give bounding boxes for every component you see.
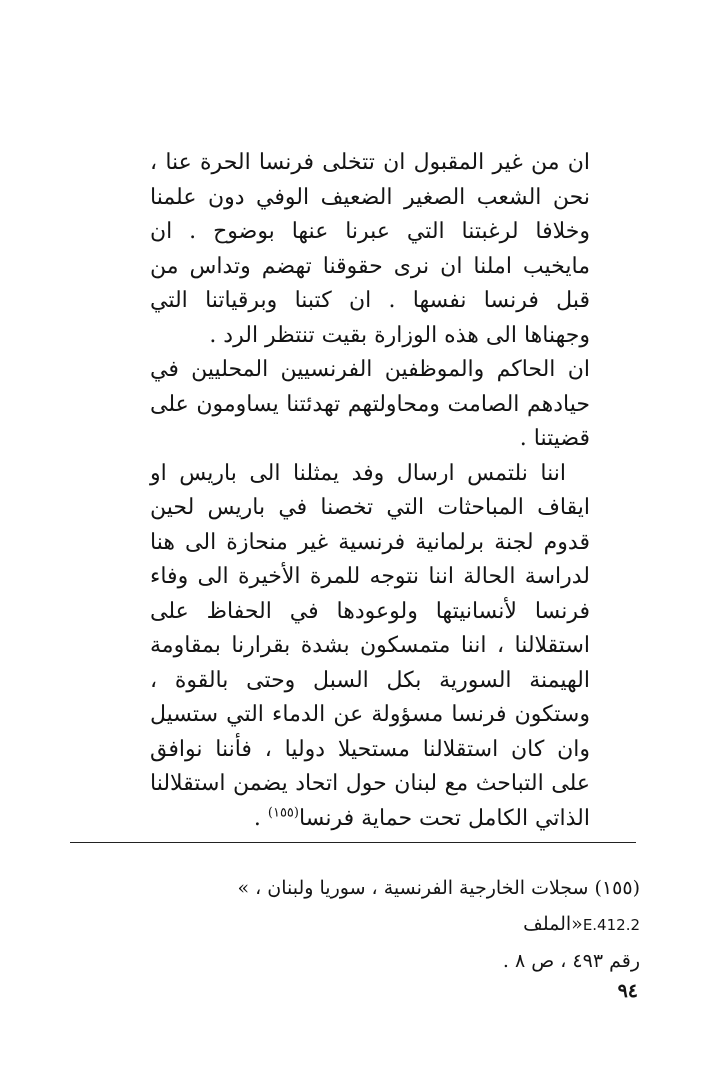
main-text bbox=[150, 146, 590, 836]
footnote-text-2: «الملف bbox=[523, 913, 583, 935]
footnote-code: E.412.2 bbox=[582, 916, 640, 934]
paragraph-1: ان من غير المقبول ان تتخلى فرنسا الحرة عنا ، نحن الشعب الصغير الضعيف الوفي دون علمنا وخلافا لرغبتنا التي عبرنا عنها بوضوح . ان مايخيب املنا ان نرى حقوقنا تهضم وتداس من قبل فرنسا نفسها . ان كتبنا وبرقياتنا التي وجهناها الى هذه الوزارة بقيت تنتظر الرد . bbox=[150, 150, 590, 348]
footnote-number: (١٥٥) bbox=[594, 877, 640, 899]
footnote-reference: (١٥٥) bbox=[267, 805, 299, 821]
footnote-line-2: رقم ٤٩٣ ، ص ٨ . bbox=[502, 950, 640, 972]
page-number: ٩٤ bbox=[617, 980, 638, 1002]
paragraph-2: ان الحاكم والموظفين الفرنسيين المحليين في حيادهم الصامت ومحاولتهم تهدئتنا يساومون على قضيتنا . bbox=[150, 357, 590, 451]
paragraph-3 bbox=[150, 457, 590, 837]
footnote-line-1 bbox=[120, 870, 640, 943]
footnote-divider bbox=[70, 842, 636, 843]
paragraph-3-text: اننا نلتمس ارسال وفد يمثلنا الى باريس او ايقاف المباحثات التي تخصنا في باريس لحين قدوم لجنة برلمانية فرنسية غير منحازة الى هنا لدراسة الحالة اننا نتوجه للمرة الأخيرة الى وفاء فرنسا لأنسانيتها ولوعودها في الحفاظ على استقلالنا ، اننا متمسكون بشدة بقرارنا بمقاومة الهيمنة السورية بكل السبل وحتى بالقوة ، وستكون فرنسا مسؤولة عن الدماء التي ستسيل وان كان استقلالنا مستحيلا دوليا ، فأننا نوافق على التباحث مع لبنان حول اتحاد يضمن استقلالنا الذاتي الكامل تحت حماية فرنسا bbox=[150, 460, 590, 831]
footnote bbox=[120, 870, 640, 979]
paragraph-3-end: . bbox=[253, 805, 261, 831]
footnote-text-1: سجلات الخارجية الفرنسية ، سوريا ولبنان ، » bbox=[237, 877, 589, 899]
